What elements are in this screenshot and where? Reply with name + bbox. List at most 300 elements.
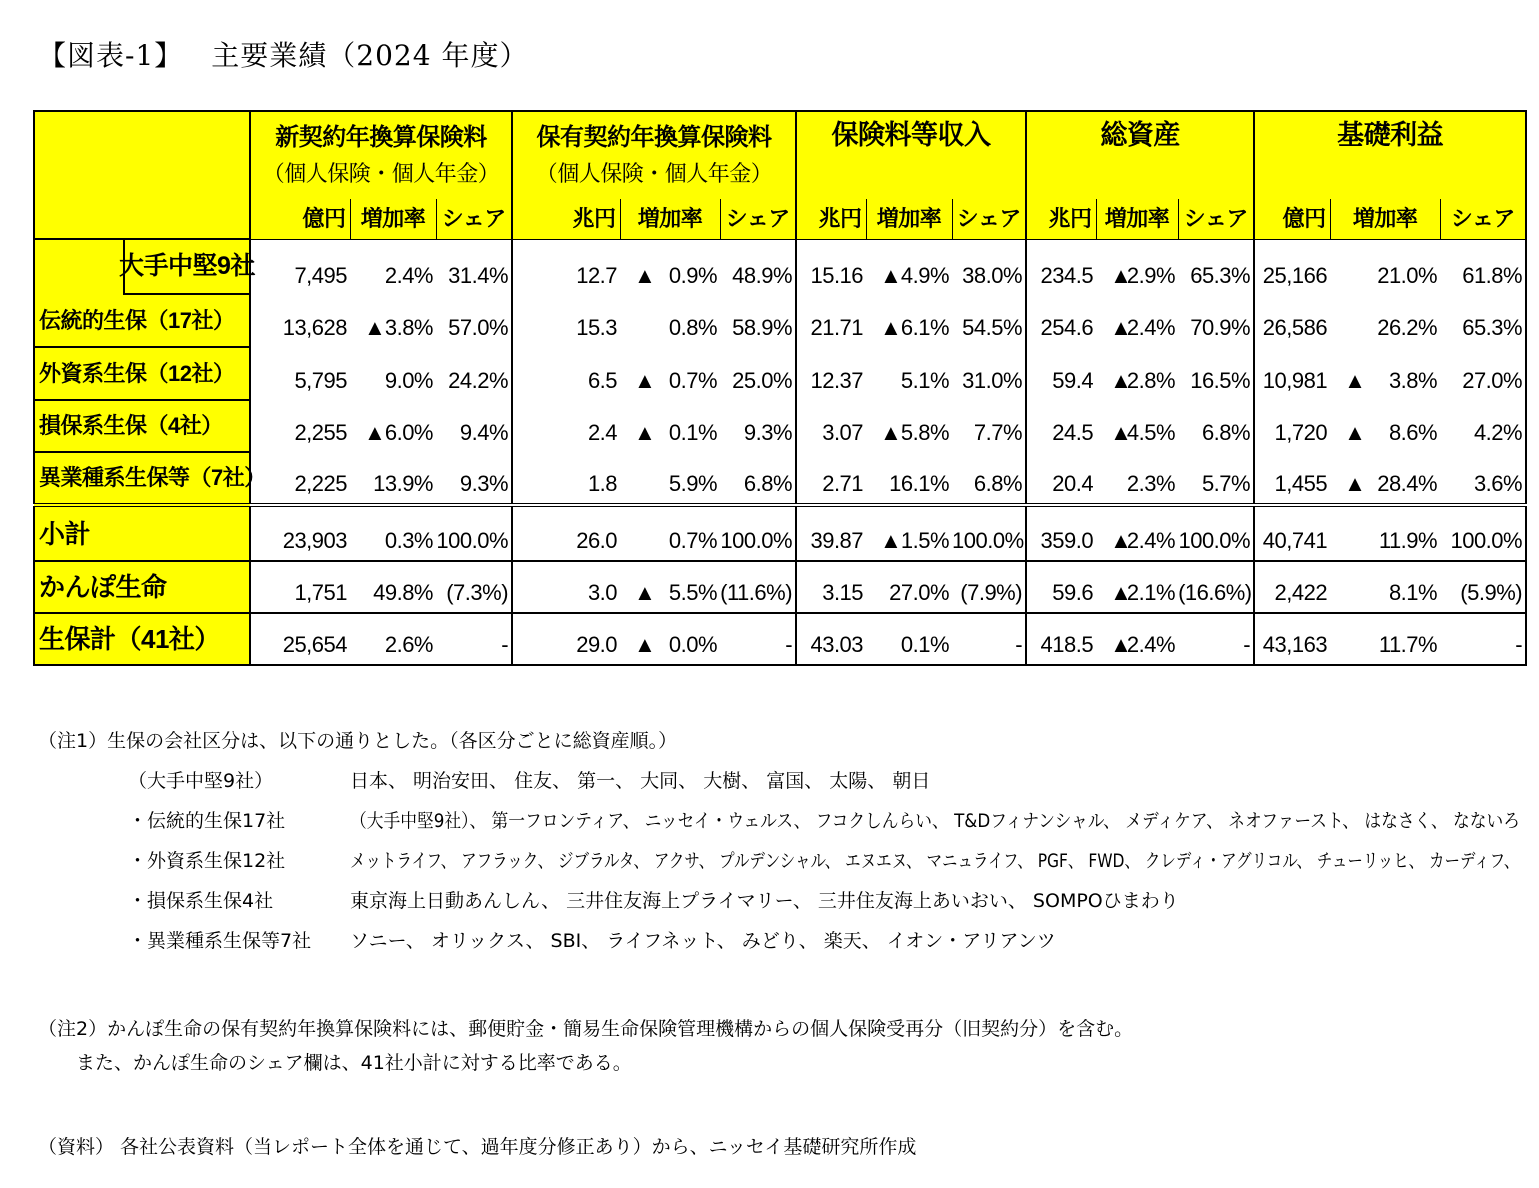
- value-text: 2,422: [1274, 580, 1328, 605]
- cell-rate: [620, 452, 720, 505]
- table-row: [34, 505, 1526, 561]
- share-text: -: [1515, 632, 1523, 657]
- cell-rate: [1096, 400, 1178, 452]
- rate-text: 27.0%: [889, 580, 950, 605]
- col-unit: [512, 199, 620, 239]
- cell-rate: [620, 347, 720, 400]
- share-text: 38.0%: [962, 263, 1023, 288]
- share-text: (7.9%): [960, 580, 1023, 605]
- col-share-label: シェア: [956, 205, 1021, 231]
- share-text: (11.6%): [720, 580, 793, 605]
- cell-share: [1440, 561, 1526, 613]
- cell-share: [436, 347, 512, 400]
- share-text: 16.5%: [1190, 368, 1251, 393]
- value-text: 26.0: [576, 528, 618, 553]
- value-text: 26,586: [1262, 315, 1328, 340]
- table-row: [34, 347, 1526, 400]
- col-unit-label: 兆円: [1048, 205, 1092, 231]
- cell-value: [1026, 347, 1096, 400]
- group-header: [512, 111, 796, 163]
- cell-share: [1178, 505, 1254, 561]
- cell-share: [1178, 452, 1254, 505]
- cell-rate: [350, 295, 436, 347]
- cell-share: [1440, 613, 1526, 665]
- value-text: 59.4: [1052, 368, 1094, 393]
- cell-share: [720, 295, 796, 347]
- cell-share: [436, 505, 512, 561]
- cell-value: [1254, 347, 1330, 400]
- cell-value: [1026, 295, 1096, 347]
- cell-share: [720, 505, 796, 561]
- cell-share: [952, 561, 1026, 613]
- share-text: 9.3%: [459, 471, 509, 496]
- row-label-text: 異業種系生保等（7社）: [39, 465, 266, 490]
- cell-rate: [866, 505, 952, 561]
- cell-value: [512, 561, 620, 613]
- share-text: 48.9%: [732, 263, 793, 288]
- rate-text: 8.6%: [1388, 420, 1438, 445]
- cell-share: [952, 452, 1026, 505]
- rate-text: 2.1%: [1126, 580, 1176, 605]
- cell-rate: [1330, 239, 1440, 295]
- group-subheader: [512, 163, 796, 199]
- cell-value: [1026, 505, 1096, 561]
- figure-title: [38, 34, 528, 74]
- rate-text: 2.3%: [1126, 471, 1176, 496]
- rate-text: 16.1%: [889, 471, 950, 496]
- rate-text: 4.5%: [1126, 420, 1176, 445]
- cell-share: [436, 400, 512, 452]
- cell-share: [436, 295, 512, 347]
- value-text: 234.5: [1040, 263, 1094, 288]
- col-unit: [250, 199, 350, 239]
- share-text: 100.0%: [1450, 528, 1523, 553]
- decrease-triangle-icon: ▲: [1110, 632, 1132, 657]
- rate-text: 2.4%: [1126, 315, 1176, 340]
- row-label: [34, 295, 250, 347]
- cell-share: [1440, 505, 1526, 561]
- share-text: (16.6%): [1178, 580, 1252, 605]
- cell-rate: [1096, 505, 1178, 561]
- value-text: 40,741: [1262, 528, 1328, 553]
- note-2: （注2）かんぽ生命の保有契約年換算保険料には、郵便貯金・簡易生命保険管理機構からの個人保険受再分（旧契約分）を含む。: [38, 1018, 1134, 1040]
- cell-share: [436, 561, 512, 613]
- share-text: 31.0%: [962, 368, 1023, 393]
- cell-rate: [350, 561, 436, 613]
- share-text: 58.9%: [732, 315, 793, 340]
- col-rate: [350, 199, 436, 239]
- cell-value: [512, 613, 620, 665]
- cell-value: [250, 505, 350, 561]
- cell-rate: [866, 239, 952, 295]
- decrease-triangle-icon: ▲: [364, 315, 386, 340]
- row-label: [34, 400, 250, 452]
- cell-value: [1254, 452, 1330, 505]
- note-group-members: ソニー、 オリックス、 SBI、 ライフネット、 みどり、 楽天、 イオン・アリアンツ: [350, 930, 1056, 952]
- rate-text: 13.9%: [373, 471, 433, 496]
- cell-value: [1254, 400, 1330, 452]
- share-text: 31.4%: [448, 263, 509, 288]
- col-share-label: シェア: [725, 205, 790, 231]
- rate-text: 26.2%: [1377, 315, 1438, 340]
- value-text: 6.5: [587, 368, 618, 393]
- rate-text: 6.1%: [900, 315, 950, 340]
- cell-share: [1178, 561, 1254, 613]
- value-text: 29.0: [576, 632, 618, 657]
- cell-rate: [350, 400, 436, 452]
- note-group-members: メットライフ、 アフラック、 ジブラルタ、 アクサ、 プルデンシャル、 エヌエヌ、 マニュライフ、 PGF、 FWD、 クレディ・アグリコル、 チューリッヒ、 カーディフ、: [350, 850, 1520, 872]
- value-text: 13,628: [282, 315, 347, 340]
- value-text: 12.37: [810, 368, 864, 393]
- cell-value: [512, 452, 620, 505]
- col-rate-label: 増加率: [637, 205, 703, 231]
- col-rate: [1096, 199, 1178, 239]
- rate-text: 0.9%: [668, 263, 718, 288]
- share-text: (7.3%): [446, 580, 509, 605]
- rate-text: 21.0%: [1377, 263, 1438, 288]
- cell-value: [512, 347, 620, 400]
- cell-rate: [620, 239, 720, 295]
- rate-text: 2.9%: [1126, 263, 1176, 288]
- value-text: 20.4: [1052, 471, 1094, 496]
- value-text: 21.71: [810, 315, 864, 340]
- cell-share: [720, 613, 796, 665]
- rate-text: 4.9%: [900, 263, 950, 288]
- decrease-triangle-icon: ▲: [1344, 420, 1366, 445]
- cell-share: [952, 347, 1026, 400]
- share-text: 100.0%: [720, 528, 793, 553]
- decrease-triangle-icon: ▲: [880, 420, 902, 445]
- decrease-triangle-icon: ▲: [364, 420, 386, 445]
- decrease-triangle-icon: ▲: [634, 420, 656, 445]
- rate-text: 1.5%: [900, 528, 950, 553]
- cell-share: [1440, 347, 1526, 400]
- value-text: 2.71: [822, 471, 864, 496]
- share-text: -: [501, 632, 509, 657]
- rate-text: 5.9%: [668, 471, 718, 496]
- rate-text: 0.7%: [668, 368, 718, 393]
- col-share: [1440, 199, 1526, 239]
- cell-share: [1178, 400, 1254, 452]
- cell-rate: [620, 561, 720, 613]
- group-header: [1026, 111, 1254, 199]
- cell-value: [512, 400, 620, 452]
- share-text: 3.6%: [1473, 471, 1523, 496]
- table-row: [34, 561, 1526, 613]
- value-text: 25,166: [1262, 263, 1328, 288]
- col-share: [1178, 199, 1254, 239]
- decrease-triangle-icon: ▲: [1344, 471, 1366, 496]
- group-sub: （個人保険・個人年金）: [535, 161, 773, 186]
- value-text: 59.6: [1052, 580, 1094, 605]
- cell-rate: [866, 400, 952, 452]
- decrease-triangle-icon: ▲: [1344, 368, 1366, 393]
- cell-rate: [350, 347, 436, 400]
- cell-value: [1254, 295, 1330, 347]
- share-text: 61.8%: [1462, 263, 1523, 288]
- cell-rate: [1330, 295, 1440, 347]
- cell-value: [1254, 239, 1330, 295]
- note-group-name: ・伝統的生保17社: [128, 810, 286, 832]
- value-text: 43.03: [810, 632, 864, 657]
- value-text: 5,795: [294, 368, 347, 393]
- cell-share: [1178, 347, 1254, 400]
- rate-text: 6.0%: [384, 420, 433, 445]
- decrease-triangle-icon: ▲: [1110, 368, 1132, 393]
- cell-value: [1026, 400, 1096, 452]
- value-text: 418.5: [1040, 632, 1094, 657]
- share-text: 25.0%: [732, 368, 793, 393]
- cell-rate: [350, 239, 436, 295]
- value-text: 43,163: [1262, 632, 1328, 657]
- share-text: -: [1243, 632, 1251, 657]
- value-text: 15.16: [810, 263, 864, 288]
- rate-text: 49.8%: [373, 580, 433, 605]
- group-header: [796, 111, 1026, 199]
- group-header: [1254, 111, 1526, 199]
- share-text: 100.0%: [1178, 528, 1251, 553]
- value-text: 2,225: [294, 471, 347, 496]
- value-text: 3.07: [822, 420, 864, 445]
- rate-text: 5.1%: [900, 368, 950, 393]
- cell-share: [1440, 239, 1526, 295]
- decrease-triangle-icon: ▲: [634, 263, 656, 288]
- decrease-triangle-icon: ▲: [1110, 315, 1132, 340]
- cell-value: [250, 239, 350, 295]
- note-group-members: （大手中堅9社）、 第一フロンティア、 ニッセイ・ウェルス、 フコクしんらい、 T&Dフィナンシャル、 メディケア、 ネオファースト、 はなさく、 なないろ: [350, 810, 1520, 832]
- cell-rate: [1330, 505, 1440, 561]
- rate-text: 8.1%: [1388, 580, 1438, 605]
- cell-value: [512, 505, 620, 561]
- share-text: 65.3%: [1462, 315, 1523, 340]
- cell-rate: [1096, 295, 1178, 347]
- value-text: 23,903: [282, 528, 347, 553]
- value-text: 3.15: [822, 580, 864, 605]
- cell-rate: [1096, 452, 1178, 505]
- row-label-text: 小計: [39, 518, 91, 549]
- cell-rate: [866, 295, 952, 347]
- source-note: （資料） 各社公表資料（当レポート全体を通じて、過年度分修正あり）から、ニッセイ基礎研究所作成: [38, 1136, 917, 1158]
- share-text: 6.8%: [973, 471, 1023, 496]
- col-share: [720, 199, 796, 239]
- value-text: 15.3: [576, 315, 618, 340]
- table-row: [34, 613, 1526, 665]
- figure-label: 【図表-1】: [38, 39, 184, 72]
- cell-share: [436, 613, 512, 665]
- cell-value: [796, 561, 866, 613]
- col-rate-label: 増加率: [1352, 205, 1418, 231]
- cell-rate: [866, 561, 952, 613]
- cell-value: [250, 613, 350, 665]
- cell-value: [796, 452, 866, 505]
- col-share-label: シェア: [1183, 205, 1248, 231]
- rate-text: 28.4%: [1377, 471, 1438, 496]
- decrease-triangle-icon: ▲: [1110, 580, 1132, 605]
- col-share: [952, 199, 1026, 239]
- note-group-members: 東京海上日動あんしん、 三井住友海上プライマリー、 三井住友海上あいおい、 SOMPOひまわり: [350, 890, 1179, 912]
- rate-text: 3.8%: [1388, 368, 1438, 393]
- share-text: 6.8%: [743, 471, 793, 496]
- group-name: 保有契約年換算保険料: [536, 123, 772, 151]
- row-label-text: かんぽ生命: [39, 572, 167, 602]
- cell-rate: [1330, 561, 1440, 613]
- share-text: 5.7%: [1201, 471, 1251, 496]
- cell-rate: [620, 613, 720, 665]
- cell-share: [1178, 613, 1254, 665]
- row-label-text: 伝統的生保（17社）: [39, 307, 235, 333]
- cell-share: [436, 452, 512, 505]
- cell-share: [1440, 295, 1526, 347]
- cell-value: [796, 613, 866, 665]
- col-share: [436, 199, 512, 239]
- rate-text: 2.4%: [384, 263, 433, 288]
- cell-rate: [620, 295, 720, 347]
- col-unit-label: 億円: [1282, 205, 1326, 231]
- col-share-label: シェア: [1450, 205, 1515, 231]
- rate-text: 2.6%: [384, 632, 433, 657]
- value-text: 2.4: [587, 420, 618, 445]
- cell-rate: [1096, 239, 1178, 295]
- share-text: (5.9%): [1460, 580, 1523, 605]
- cell-rate: [350, 505, 436, 561]
- decrease-triangle-icon: ▲: [880, 263, 902, 288]
- group-name: 総資産: [1100, 120, 1180, 150]
- cell-rate: [1096, 347, 1178, 400]
- value-text: 25,654: [282, 632, 347, 657]
- figure-title-text: 主要業績（2024 年度）: [211, 39, 529, 72]
- cell-share: [952, 613, 1026, 665]
- cell-value: [1254, 613, 1330, 665]
- col-rate: [1330, 199, 1440, 239]
- share-text: 24.2%: [448, 368, 509, 393]
- row-label: [34, 347, 250, 400]
- cell-share: [1178, 295, 1254, 347]
- group-name: 新契約年換算保険料: [275, 123, 487, 151]
- rate-text: 0.8%: [668, 315, 718, 340]
- row-label: [34, 561, 250, 613]
- cell-share: [1440, 400, 1526, 452]
- cell-value: [1254, 561, 1330, 613]
- group-sub: （個人保険・個人年金）: [262, 161, 500, 186]
- value-text: 10,981: [1262, 368, 1328, 393]
- share-text: -: [785, 632, 793, 657]
- table-row: [34, 452, 1526, 505]
- share-text: 54.5%: [962, 315, 1023, 340]
- rate-text: 11.9%: [1378, 528, 1438, 553]
- cell-value: [796, 239, 866, 295]
- col-unit-label: 兆円: [818, 205, 862, 231]
- rate-text: 9.0%: [384, 368, 433, 393]
- rate-text: 0.0%: [668, 632, 718, 657]
- col-rate: [866, 199, 952, 239]
- share-text: 9.3%: [743, 420, 793, 445]
- cell-share: [1178, 239, 1254, 295]
- share-text: 27.0%: [1462, 368, 1523, 393]
- note-2-cont: また、かんぽ生命のシェア欄は、41社小計に対する比率である。: [76, 1052, 632, 1074]
- cell-rate: [1096, 613, 1178, 665]
- table-row: [34, 239, 1526, 295]
- row-label: [34, 452, 266, 505]
- row-label-box: [119, 240, 255, 295]
- share-text: 4.2%: [1473, 420, 1523, 445]
- cell-rate: [1330, 400, 1440, 452]
- decrease-triangle-icon: ▲: [880, 528, 902, 553]
- value-text: 1,455: [1274, 471, 1328, 496]
- note-group-name: （大手中堅9社）: [128, 770, 274, 792]
- col-rate-label: 増加率: [1104, 205, 1170, 231]
- performance-table: [33, 110, 1527, 666]
- rate-text: 11.7%: [1378, 632, 1438, 657]
- share-text: 6.8%: [1201, 420, 1251, 445]
- decrease-triangle-icon: ▲: [634, 368, 656, 393]
- cell-value: [796, 347, 866, 400]
- cell-rate: [620, 400, 720, 452]
- cell-share: [720, 561, 796, 613]
- cell-value: [1026, 613, 1096, 665]
- row-label-text: 損保系生保（4社）: [39, 413, 223, 438]
- decrease-triangle-icon: ▲: [1110, 528, 1132, 553]
- cell-share: [720, 239, 796, 295]
- value-text: 12.7: [576, 263, 618, 288]
- cell-value: [1254, 505, 1330, 561]
- value-text: 7,495: [294, 263, 347, 288]
- cell-value: [796, 295, 866, 347]
- share-text: 100.0%: [952, 528, 1024, 553]
- cell-share: [952, 295, 1026, 347]
- table-row: [34, 295, 1526, 347]
- note-group-name: ・外資系生保12社: [128, 850, 286, 872]
- note-group-name: ・異業種系生保等7社: [128, 930, 312, 952]
- value-text: 24.5: [1052, 420, 1094, 445]
- rate-text: 5.5%: [668, 580, 718, 605]
- row-label: [34, 613, 250, 665]
- cell-value: [250, 347, 350, 400]
- table-row: [34, 400, 1526, 452]
- cell-share: [436, 239, 512, 295]
- col-rate: [620, 199, 720, 239]
- col-unit-label: 億円: [302, 205, 346, 231]
- value-text: 254.6: [1040, 315, 1094, 340]
- cell-share: [952, 239, 1026, 295]
- cell-value: [512, 295, 620, 347]
- value-text: 3.0: [587, 580, 618, 605]
- decrease-triangle-icon: ▲: [634, 632, 656, 657]
- col-rate-label: 増加率: [360, 205, 426, 231]
- cell-value: [250, 295, 350, 347]
- cell-value: [250, 561, 350, 613]
- cell-rate: [866, 613, 952, 665]
- cell-share: [1440, 452, 1526, 505]
- value-text: 2,255: [294, 420, 347, 445]
- group-header: [250, 111, 512, 163]
- decrease-triangle-icon: ▲: [1110, 420, 1132, 445]
- group-subheader: [250, 163, 512, 199]
- cell-share: [952, 505, 1026, 561]
- col-share-label: シェア: [441, 205, 506, 231]
- share-text: -: [1015, 632, 1023, 657]
- decrease-triangle-icon: ▲: [634, 580, 656, 605]
- row-label-text: 生保計（41社）: [39, 624, 220, 654]
- col-unit: [1026, 199, 1096, 239]
- share-text: 70.9%: [1190, 315, 1251, 340]
- share-text: 100.0%: [436, 528, 509, 553]
- decrease-triangle-icon: ▲: [880, 315, 902, 340]
- group-name: 保険料等収入: [831, 120, 991, 150]
- cell-rate: [866, 452, 952, 505]
- cell-share: [952, 400, 1026, 452]
- note-1: （注1）生保の会社区分は、以下の通りとした。（各区分ごとに総資産順。）: [38, 730, 678, 752]
- cell-share: [720, 347, 796, 400]
